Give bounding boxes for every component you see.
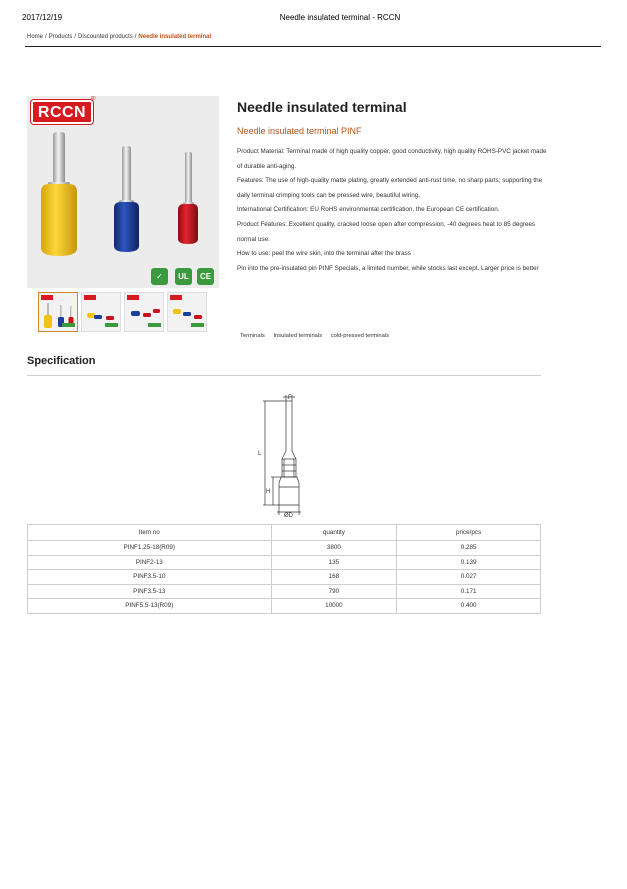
specification-divider [27, 375, 541, 376]
price-table [27, 524, 541, 614]
breadcrumb-home-link[interactable]: Home [27, 34, 44, 40]
cell-item-no: PINF1.25-18(R09) [28, 541, 272, 556]
specification-heading: Specification [27, 355, 96, 367]
breadcrumb-discounted-link[interactable]: Discounted products [78, 34, 133, 40]
mini-cert-icons [148, 323, 161, 327]
description-certification: International Certification: EU RoHS environmental certification, the European CE certification. [237, 206, 500, 214]
breadcrumb-divider [25, 46, 601, 47]
thumbnail-3[interactable] [124, 292, 164, 332]
rccn-logo: RCCN [31, 100, 93, 124]
terminal-dimension-diagram [255, 393, 315, 518]
column-header-price: price/pcs [397, 525, 541, 541]
table-header-row [28, 525, 541, 541]
column-header-item-no: Item no [28, 525, 272, 541]
ce-icon: CE [197, 268, 214, 285]
cell-price: 0.400 [397, 599, 541, 614]
cell-quantity: 3800 [271, 541, 397, 556]
description-material: Product Material: Terminal made of high quality copper, good conductivity, high quality ROHS-PVC jacket made of durable anti-aging. [237, 148, 547, 170]
tag-cold-pressed-terminals[interactable]: cold-pressed terminals [330, 333, 390, 339]
breadcrumb-separator: / [134, 34, 137, 40]
table-row [28, 555, 541, 570]
table-row [28, 541, 541, 556]
mini-cert-icons [191, 323, 204, 327]
dimension-label-d: ØD [284, 513, 293, 518]
cell-price: 0.171 [397, 584, 541, 599]
breadcrumb-products-link[interactable]: Products [48, 34, 73, 40]
terminals-illustration [27, 96, 219, 288]
table-row [28, 570, 541, 585]
tag-insulated-terminals[interactable]: Insulated terminals [273, 333, 323, 339]
mini-cert-icons [62, 323, 75, 327]
print-date: 2017/12/19 [22, 13, 63, 22]
thumbnail-strip [38, 292, 208, 334]
green-leaf-icon: ✓ [151, 268, 168, 285]
print-page-title: Needle insulated terminal - RCCN [279, 13, 401, 22]
breadcrumb [27, 34, 211, 40]
cell-item-no: PINF5.5-13(R09) [28, 599, 272, 614]
dimension-label-h: H [266, 489, 271, 495]
registered-mark: ® [91, 96, 96, 102]
breadcrumb-separator: / [74, 34, 77, 40]
thumbnail-1[interactable] [38, 292, 78, 332]
breadcrumb-current: Needle insulated terminal [138, 34, 212, 40]
table-row [28, 599, 541, 614]
dimension-label-f: F [288, 395, 292, 401]
description-features: Features: The use of high-quality matte plating, greatly extended anti-rust time, no sharp parts; supporting the daily terminal crimping tools can be pressed wire, beautiful wiring, [237, 177, 543, 199]
cell-item-no: PINF2-13 [28, 555, 272, 570]
tag-terminals[interactable]: Terminals [240, 333, 265, 339]
description-how-to-use: How to use: peel the wire skin, into the terminal after the brass [237, 250, 411, 258]
thumbnail-2[interactable] [81, 292, 121, 332]
description-specials: Pin into the pre-insulated pin PINF Specials, a limited number, while stocks last except. Larger price is better [237, 264, 539, 272]
thumbnail-4[interactable] [167, 292, 207, 332]
cell-price: 0.027 [397, 570, 541, 585]
dimension-label-l: L [258, 451, 262, 457]
cell-quantity: 168 [271, 570, 397, 585]
ul-icon: UL [175, 268, 192, 285]
cell-price: 0.285 [397, 541, 541, 556]
cell-quantity: 10000 [271, 599, 397, 614]
breadcrumb-separator: / [45, 34, 47, 40]
cell-item-no: PINF3.5-10 [28, 570, 272, 585]
product-subtitle: Needle insulated terminal PINF [237, 126, 362, 136]
cell-price: 0.139 [397, 555, 541, 570]
product-title: Needle insulated terminal [237, 99, 407, 115]
table-row [28, 584, 541, 599]
cell-quantity: 135 [271, 555, 397, 570]
mini-cert-icons [105, 323, 118, 327]
product-main-image[interactable] [27, 96, 219, 288]
cell-item-no: PINF3.5-13 [28, 584, 272, 599]
cell-quantity: 790 [271, 584, 397, 599]
description-product-features: Product Features: Excellent quality, cracked loose open after compression, -40 degrees heat to 85 degrees normal use. [237, 220, 536, 243]
column-header-quantity: quantity [271, 525, 397, 541]
product-tags [240, 333, 396, 339]
product-description [237, 145, 547, 276]
